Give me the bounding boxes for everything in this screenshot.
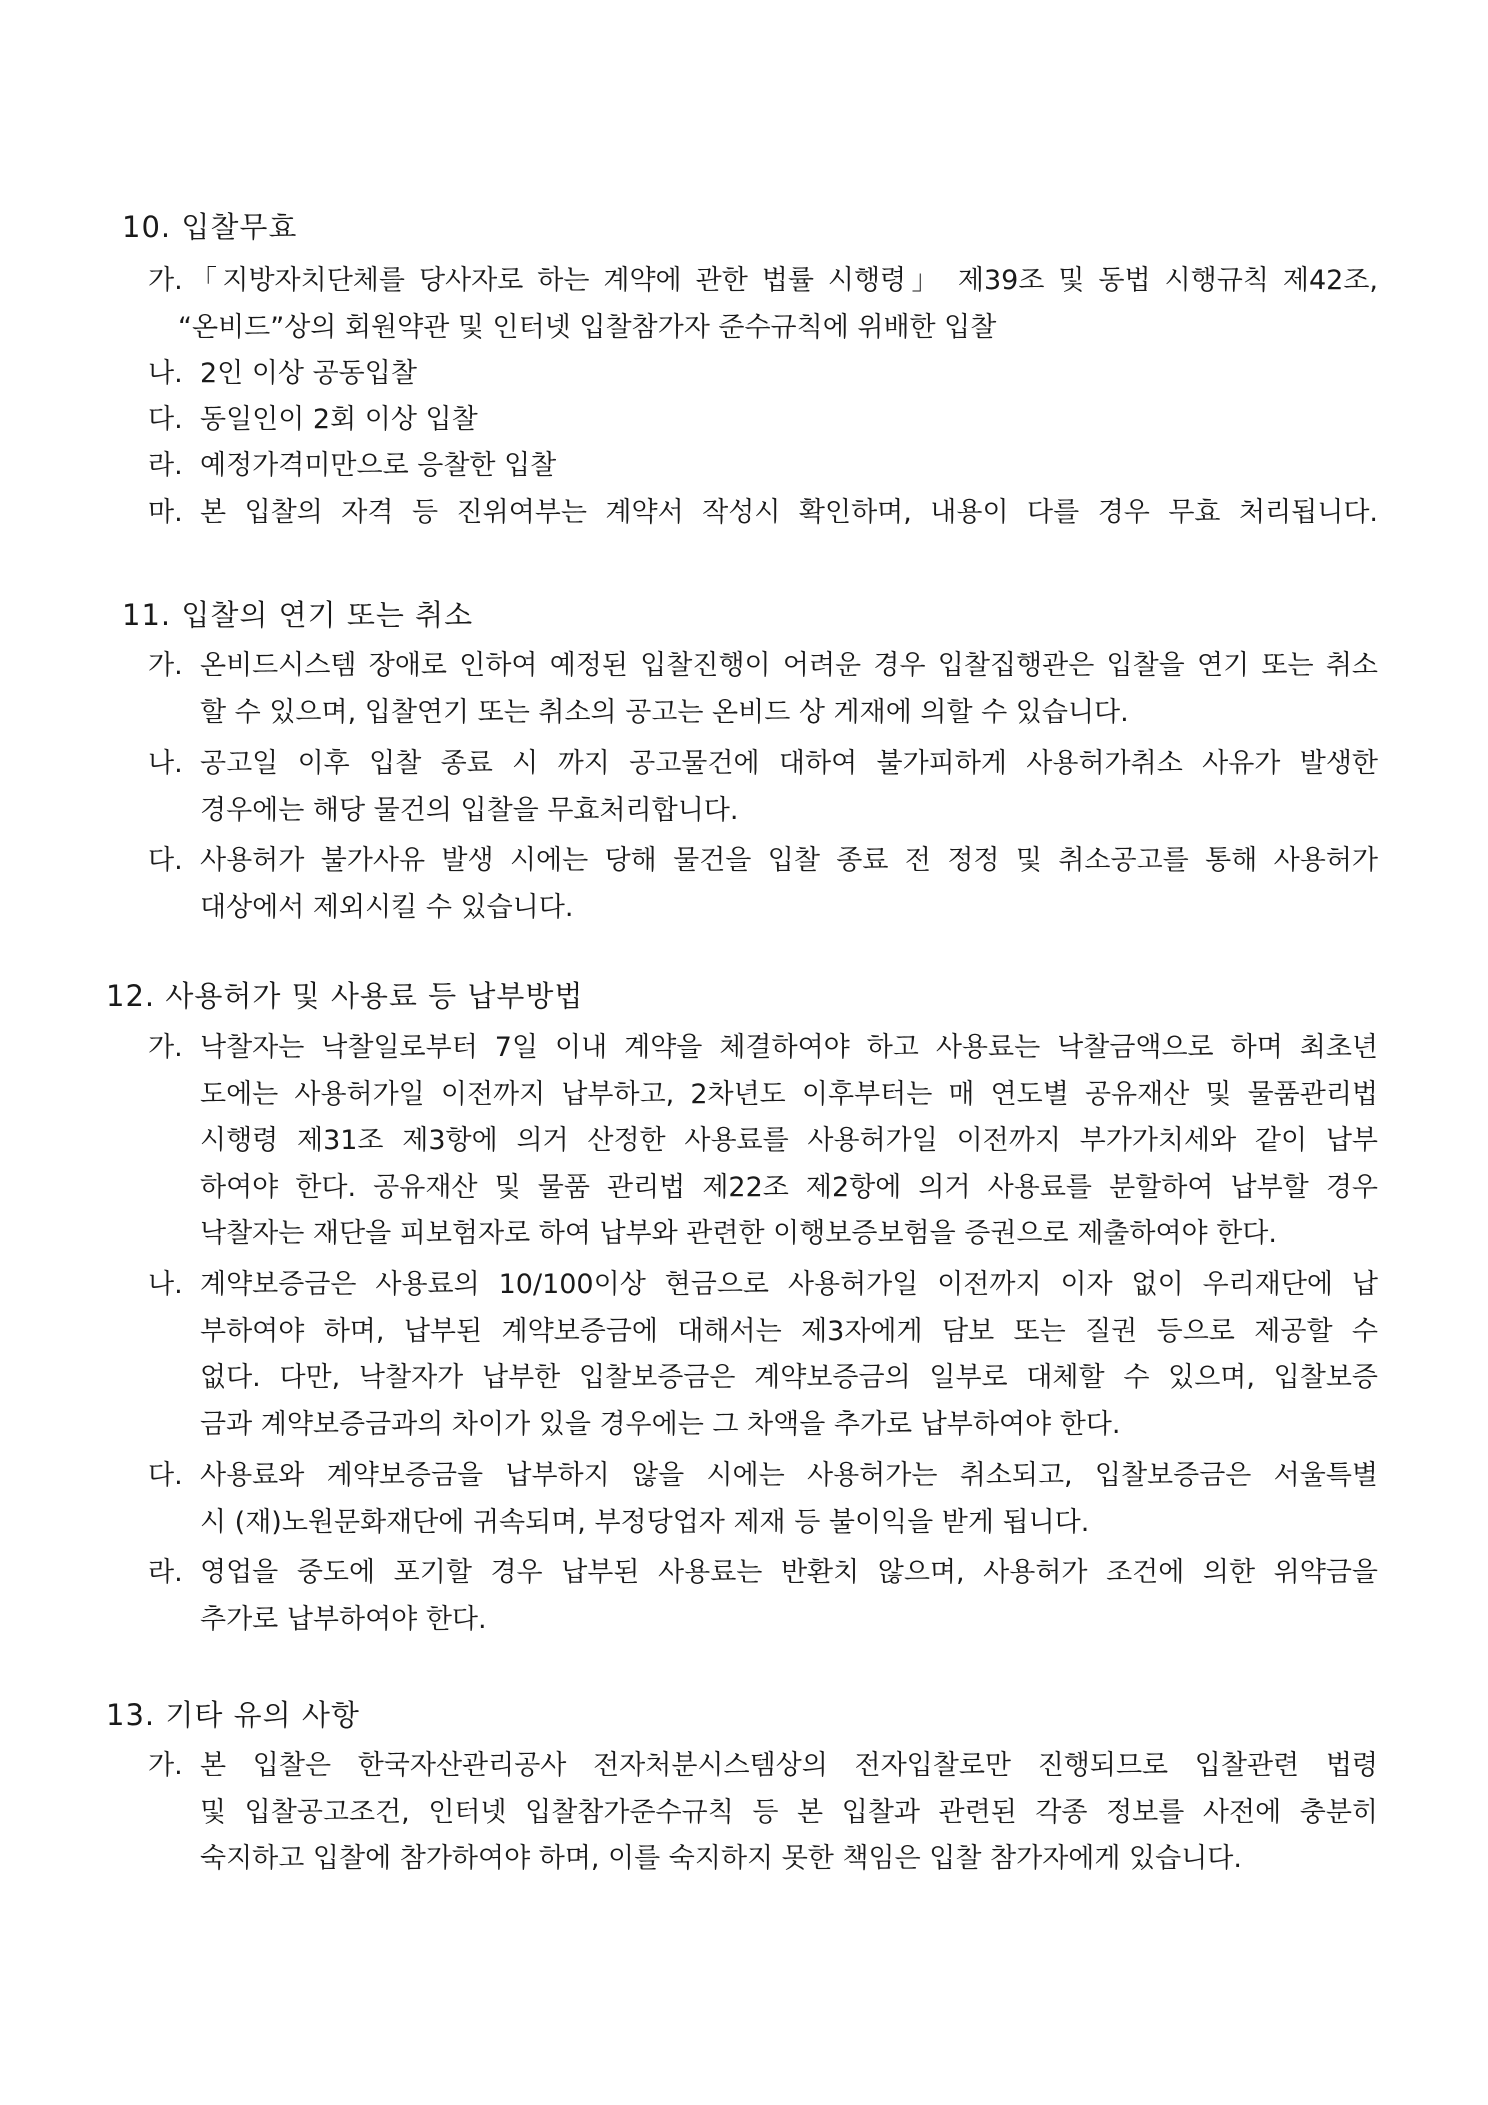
list-item bbox=[148, 838, 1378, 931]
list-item bbox=[148, 397, 1378, 444]
item-marker: 라. bbox=[148, 450, 183, 481]
section-heading: 13. 기타 유의 사항 bbox=[106, 1698, 360, 1732]
list-item bbox=[148, 741, 1378, 834]
list-item bbox=[148, 490, 1378, 537]
item-line: 할 수 있으며, 입찰연기 또는 취소의 공고는 온비드 상 게재에 의할 수 있습니다. bbox=[200, 696, 1129, 728]
item-marker: 가. bbox=[148, 1750, 183, 1781]
item-marker: 다. bbox=[148, 1460, 183, 1491]
item-line: 동일인이 2회 이상 입찰 bbox=[200, 404, 478, 435]
list-item bbox=[148, 443, 1378, 490]
section-heading: 11. 입찰의 연기 또는 취소 bbox=[122, 598, 474, 632]
list-item bbox=[148, 1262, 1378, 1448]
item-marker: 다. bbox=[148, 404, 183, 435]
item-line: “온비드”상의 회원약관 및 인터넷 입찰참가자 준수규칙에 위배한 입찰 bbox=[178, 311, 997, 343]
item-line: 본 입찰은 한국자산관리공사 전자처분시스템상의 전자입찰로만 진행되므로 입찰관련 법령 bbox=[200, 1750, 1378, 1781]
list-item bbox=[148, 258, 1378, 351]
item-line: 낙찰자는 낙찰일로부터 7일 이내 계약을 체결하여야 하고 사용료는 낙찰금액으로 하며 최초년 bbox=[200, 1032, 1378, 1063]
item-marker: 다. bbox=[148, 845, 183, 876]
item-line: 경우에는 해당 물건의 입찰을 무효처리합니다. bbox=[200, 794, 739, 826]
item-line: 및 입찰공고조건, 인터넷 입찰참가준수규칙 등 본 입찰과 관련된 각종 정보를 사전에 충분히 bbox=[200, 1796, 1378, 1828]
item-line: 부하여야 하며, 납부된 계약보증금에 대해서는 제3자에게 담보 또는 질권 등으로 제공할 수 bbox=[200, 1315, 1378, 1347]
item-line: 하여야 한다. 공유재산 및 물품 관리법 제22조 제2항에 의거 사용료를 분할하여 납부할 경우 bbox=[200, 1171, 1378, 1203]
item-line: 예정가격미만으로 응찰한 입찰 bbox=[200, 450, 557, 481]
item-line: 영업을 중도에 포기할 경우 납부된 사용료는 반환치 않으며, 사용허가 조건에 의한 위약금을 bbox=[200, 1557, 1378, 1588]
list-item bbox=[148, 351, 1378, 398]
item-line: 시행령 제31조 제3항에 의거 산정한 사용료를 사용허가일 이전까지 부가가치세와 같이 납부 bbox=[200, 1125, 1378, 1156]
item-line: 낙찰자는 재단을 피보험자로 하여 납부와 관련한 이행보증보험을 증권으로 제출하여야 한다. bbox=[200, 1218, 1277, 1249]
item-line: 시 (재)노원문화재단에 귀속되며, 부정당업자 제재 등 불이익을 받게 됩니다. bbox=[200, 1506, 1090, 1538]
item-line: 사용료와 계약보증금을 납부하지 않을 시에는 사용허가는 취소되고, 입찰보증금은 서울특별 bbox=[200, 1460, 1378, 1491]
item-marker: 라. bbox=[148, 1557, 183, 1588]
section-heading: 10. 입찰무효 bbox=[122, 210, 298, 244]
list-item bbox=[148, 1025, 1378, 1258]
list-item bbox=[148, 1453, 1378, 1546]
item-marker: 마. bbox=[148, 497, 183, 528]
item-marker: 가. bbox=[148, 265, 183, 296]
item-line: 도에는 사용허가일 이전까지 납부하고, 2차년도 이후부터는 매 연도별 공유재산 및 물품관리법 bbox=[200, 1078, 1378, 1110]
item-line: 온비드시스템 장애로 인하여 예정된 입찰진행이 어려운 경우 입찰집행관은 입찰을 연기 또는 취소 bbox=[200, 650, 1378, 681]
item-marker: 나. bbox=[148, 1269, 183, 1300]
item-line: 사용허가 불가사유 발생 시에는 당해 물건을 입찰 종료 전 정정 및 취소공고를 통해 사용허가 bbox=[200, 845, 1378, 876]
item-line: 본 입찰의 자격 등 진위여부는 계약서 작성시 확인하며, 내용이 다를 경우 무효 처리됩니다. bbox=[200, 497, 1378, 528]
list-item bbox=[148, 1550, 1378, 1643]
item-line: 공고일 이후 입찰 종료 시 까지 공고물건에 대하여 불가피하게 사용허가취소 사유가 발생한 bbox=[200, 748, 1378, 779]
item-line: 숙지하고 입찰에 참가하여야 하며, 이를 숙지하지 못한 책임은 입찰 참가자에게 있습니다. bbox=[200, 1843, 1242, 1874]
item-marker: 나. bbox=[148, 358, 183, 389]
item-line: 대상에서 제외시킬 수 있습니다. bbox=[200, 891, 574, 923]
item-marker: 가. bbox=[148, 650, 183, 681]
item-line: 금과 계약보증금과의 차이가 있을 경우에는 그 차액을 추가로 납부하여야 한다. bbox=[200, 1408, 1121, 1440]
item-line: 없다. 다만, 낙찰자가 납부한 입찰보증금은 계약보증금의 일부로 대체할 수 있으며, 입찰보증 bbox=[200, 1362, 1378, 1393]
list-item bbox=[148, 1743, 1378, 1883]
item-line: 「지방자치단체를 당사자로 하는 계약에 관한 법률 시행령」 제39조 및 동법 시행규칙 제42조, bbox=[190, 265, 1378, 296]
item-line: 계약보증금은 사용료의 10/100이상 현금으로 사용허가일 이전까지 이자 없이 우리재단에 납 bbox=[200, 1269, 1378, 1300]
section-heading: 12. 사용허가 및 사용료 등 납부방법 bbox=[106, 979, 584, 1013]
item-line: 2인 이상 공동입찰 bbox=[200, 358, 417, 389]
item-marker: 가. bbox=[148, 1032, 183, 1063]
item-line: 추가로 납부하여야 한다. bbox=[200, 1603, 487, 1635]
item-marker: 나. bbox=[148, 748, 183, 779]
list-item bbox=[148, 643, 1378, 736]
